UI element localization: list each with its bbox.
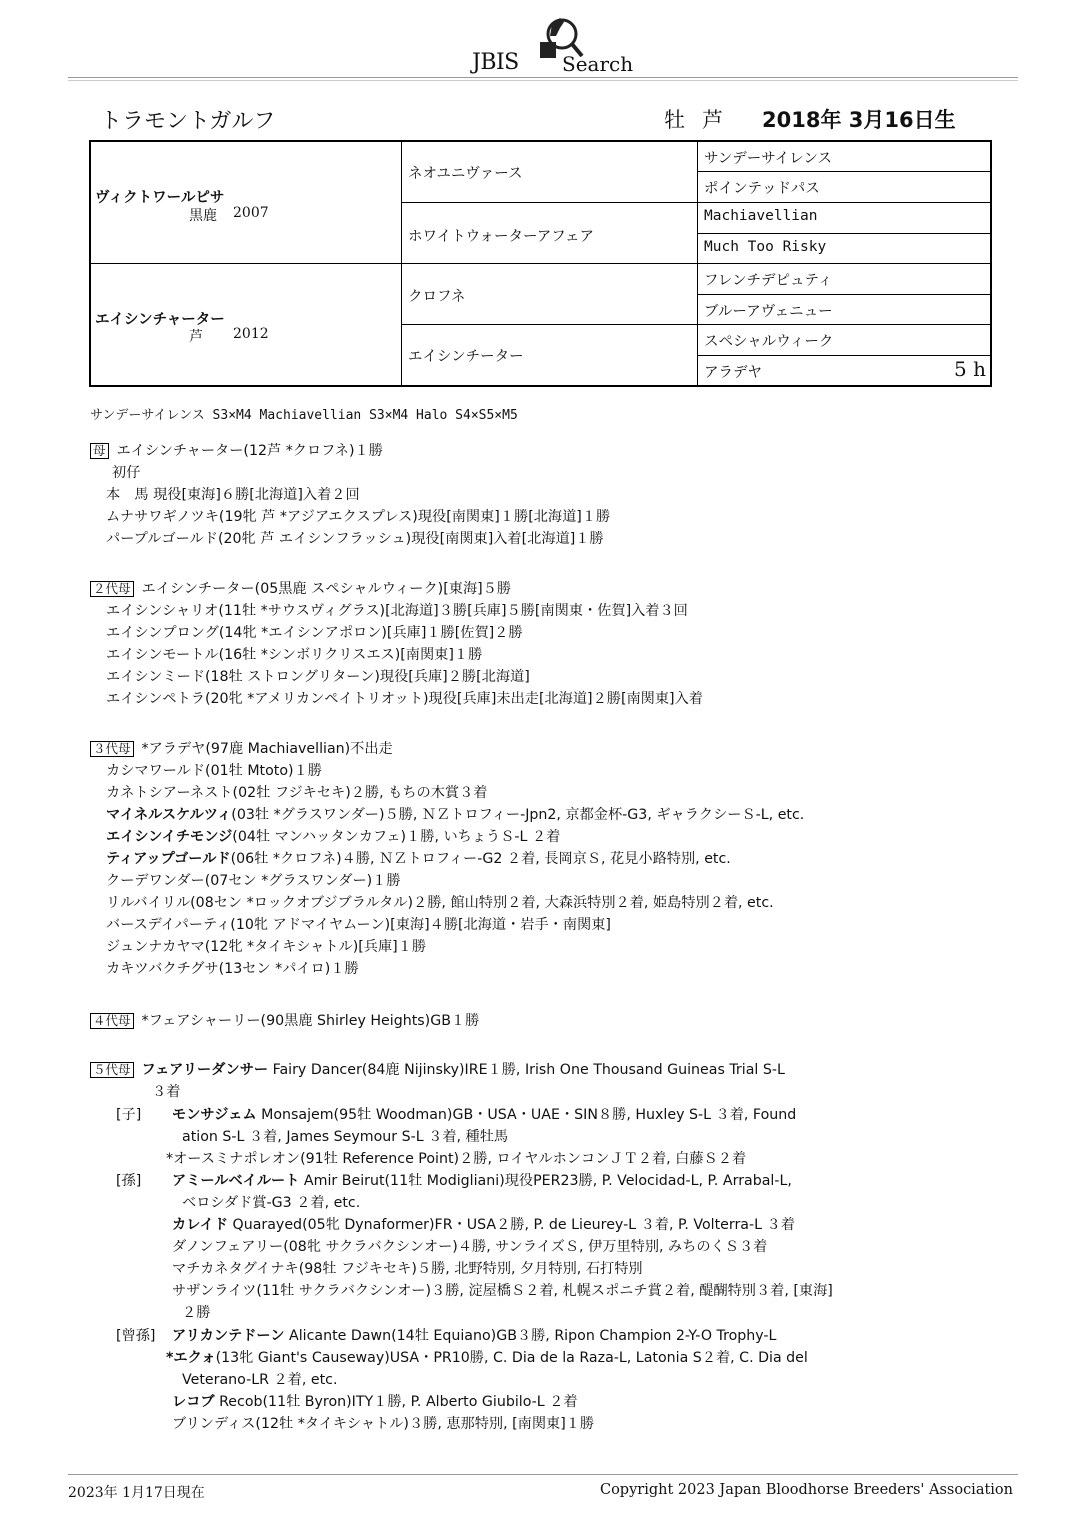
- gen2dam-line: エイシンペトラ(20牝 *アメリカンペイトリオット)現役[兵庫]未出走[北海道]２勝[南関東]入着: [106, 691, 703, 707]
- gen2dam-line: エイシンプロング(14牝 *エイシンアポロン)[兵庫]１勝[佐賀]２勝: [106, 625, 523, 641]
- pedigree-gen3-cell: [698, 172, 990, 203]
- pedigree-gen3-cell: [698, 234, 990, 264]
- progeny-bold-name: マイネルスケルツィ: [106, 807, 232, 823]
- progeny-record: ２勝: [182, 1305, 211, 1321]
- gen5dam-line: [172, 1236, 767, 1256]
- gen4dam-label: ４代母: [90, 1013, 134, 1029]
- gen3-name: アラデヤ: [704, 365, 762, 381]
- sire-name: ヴィクトワールピサ: [95, 190, 225, 206]
- mother-line: 初仔: [112, 465, 141, 481]
- gen3-name: スペシャルウィーク: [704, 334, 834, 350]
- progeny-record: (13牝 Giant's Causeway)USA・PR10勝, C. Dia de la Raza-L, Latonia S２着, C. Dia del: [215, 1350, 808, 1366]
- gen3dam-line: [106, 760, 322, 780]
- horse-sex: 牡: [664, 108, 685, 132]
- progeny-record: ブリンディス(12牡 *タイキシャトル)３勝, 恵那特別, [南関東]１勝: [172, 1416, 595, 1432]
- dam-color: 芦: [189, 329, 203, 345]
- gen2-name: エイシンチーター: [408, 349, 524, 365]
- as-of-date: 2023年 1月17日現在: [68, 1485, 205, 1501]
- progeny-record: ダノンフェアリー(08牝 サクラバクシンオー)４勝, サンライズＳ, 伊万里特別, みちのくＳ３着: [172, 1239, 768, 1255]
- progeny-record: ベロシダド賞-G3 ２着, etc.: [182, 1195, 361, 1211]
- gen3dam-line: [106, 914, 611, 934]
- pedigree-gen2-cell: [402, 142, 698, 203]
- pedigree-gen3-cell: [698, 142, 990, 172]
- copyright: Copyright 2023 Japan Bloodhorse Breeders' Association: [599, 1482, 1013, 1498]
- pedigree-table: [89, 140, 992, 387]
- gen5dam-line: [182, 1302, 210, 1322]
- gen5-grand-label: [孫]: [116, 1173, 142, 1189]
- progeny-record: リルバイリル(08セン *ロックオブジブラルタル)２勝, 館山特別２着, 大森浜特別２着, 姫島特別２着, etc.: [106, 895, 774, 911]
- progeny-record: バースデイパーティ(10牝 アドマイヤムーン)[東海]４勝[北海道・岩手・南関東]: [106, 917, 611, 933]
- pedigree-gen3-cell: [698, 325, 990, 356]
- family-number: 5 h: [954, 357, 986, 381]
- progeny-bold-name: *エクォ: [166, 1350, 216, 1366]
- progeny-record: Amir Beirut(11牡 Modigliani)現役PER23勝, P. Velocidad-L, P. Arrabal-L,: [299, 1173, 792, 1189]
- progeny-record: Recob(11牡 Byron)ITY１勝, P. Alberto Giubilo-L ２着: [214, 1394, 578, 1410]
- progeny-bold-name: エイシンイチモンジ: [106, 829, 233, 845]
- progeny-record: カシマワールド(01牡 Mtoto)１勝: [106, 763, 322, 779]
- progeny-record: (03牡 *グラスワンダー)５勝, ＮＺトロフィー-Jpn2, 京都金杯-G3, ギャラクシーＳ-L, etc.: [231, 807, 805, 823]
- gen5dam-head-cont: ３着: [152, 1084, 181, 1100]
- gen3-name: サンデーサイレンス: [704, 151, 832, 167]
- gen2dam-line: エイシンミード(18牡 ストロングリターン)現役[兵庫]２勝[北海道]: [106, 669, 530, 685]
- horse-color: 芦: [702, 108, 723, 132]
- gen3-name: Much Too Risky: [704, 239, 827, 255]
- gen3dam-line: [106, 936, 426, 956]
- header-rule: [68, 77, 1018, 78]
- gen3dam-line: [106, 782, 487, 802]
- progeny-bold-name: アリカンテドーン: [172, 1328, 285, 1344]
- pedigree-gen3-cell: [698, 264, 990, 295]
- sire-year: 2007: [233, 205, 269, 221]
- gen5dam-line: [172, 1413, 594, 1433]
- gen5dam-line: [172, 1258, 643, 1278]
- progeny-record: カネトシアーネスト(02牡 フジキセキ)２勝, もちの木賞３着: [106, 785, 488, 801]
- gen2dam-head: [90, 578, 511, 598]
- progeny-record: ation S-L ３着, James Seymour S-L ３着, 種牡馬: [182, 1129, 509, 1145]
- horse-name: トラモントガルフ: [100, 109, 276, 134]
- mother-line: 本 馬 現役[東海]６勝[北海道]入着２回: [106, 487, 360, 503]
- pedigree-gen3-cell: [698, 295, 990, 325]
- gen2-name: ホワイトウォーターアフェア: [408, 229, 595, 245]
- gen4dam-head: [90, 1010, 479, 1030]
- gen3dam-label: ３代母: [90, 741, 134, 757]
- gen3dam-line: [106, 848, 731, 868]
- progeny-bold-name: アミールベイルート: [172, 1173, 300, 1189]
- gen3dam-line: [106, 804, 804, 824]
- gen2-name: クロフネ: [408, 289, 466, 305]
- mother-line: パープルゴールド(20牝 芦 エイシンフラッシュ)現役[南関東]入着[北海道]１勝: [106, 531, 604, 547]
- pedigree-gen2-cell: [402, 325, 698, 385]
- progeny-record: *オースミナポレオン(91牡 Reference Point)２勝, ロイヤルホンコンＪＴ２着, 白藤Ｓ２着: [166, 1151, 747, 1167]
- gen2dam-text: エイシンチーター(05黒鹿 スペシャルウィーク)[東海]５勝: [141, 581, 512, 597]
- gen3-name: ポインテッドパス: [704, 181, 820, 197]
- mother-text: エイシンチャーター(12芦 *クロフネ)１勝: [116, 443, 383, 459]
- inbreeding-line: サンデーサイレンス S3×M4 Machiavellian S3×M4 Halo S4×S5×M5: [90, 408, 518, 423]
- progeny-record: クーデワンダー(07セン *グラスワンダー)１勝: [106, 873, 401, 889]
- gen5dam-line: [172, 1104, 796, 1124]
- gen5dam-head: [90, 1059, 785, 1079]
- progeny-record: (06牡 *クロフネ)４勝, ＮＺトロフィー-G2 ２着, 長岡京Ｓ, 花見小路特別, etc.: [230, 851, 731, 867]
- progeny-bold-name: モンサジェム: [172, 1107, 257, 1123]
- gen2dam-label: ２代母: [90, 581, 134, 597]
- progeny-bold-name: カレイド: [172, 1217, 229, 1233]
- progeny-record: Veterano-LR ２着, etc.: [182, 1372, 338, 1388]
- gen4dam-text: *フェアシャーリー(90黒鹿 Shirley Heights)GB１勝: [141, 1013, 480, 1029]
- progeny-record: サザンライツ(11牡 サクラバクシンオー)３勝, 淀屋橋Ｓ２着, 札幌スポニチ賞２着, 醍醐特別３着, [東海]: [172, 1283, 833, 1299]
- gen5dam-line: [166, 1148, 746, 1168]
- gen5dam-line: [172, 1214, 795, 1234]
- pedigree-gen2-cell: [402, 264, 698, 325]
- gen5-child-label: [子]: [116, 1107, 142, 1123]
- progeny-record: ジュンナカヤマ(12牝 *タイキシャトル)[兵庫]１勝: [106, 939, 427, 955]
- horse-birthdate: 2018年 3月16日生: [762, 108, 956, 132]
- gen5dam-line: [172, 1280, 833, 1300]
- pedigree-sire-cell: [91, 142, 402, 264]
- gen5dam-line: [166, 1347, 808, 1367]
- gen3-name: Machiavellian: [704, 208, 818, 224]
- gen5dam-line: [182, 1192, 360, 1212]
- mother-line: ムナサワギノツキ(19牝 芦 *アジアエクスプレス)現役[南関東]１勝[北海道]１勝: [106, 509, 611, 525]
- gen3dam-line: [106, 826, 560, 846]
- pedigree-gen3-cell: [698, 203, 990, 234]
- gen2dam-line: エイシンモートル(16牡 *シンボリクリスエス)[南関東]１勝: [106, 647, 483, 663]
- progeny-record: (04牡 マンハッタンカフェ)１勝, いちょうＳ-L ２着: [232, 829, 561, 845]
- sire-color: 黒鹿: [189, 208, 217, 224]
- gen5dam-line: [172, 1391, 578, 1411]
- gen3dam-line: [106, 870, 401, 890]
- header-rule-secondary: [68, 80, 1018, 81]
- gen5dam-text: Fairy Dancer(84鹿 Nijinsky)IRE１勝, Irish One Thousand Guineas Trial S-L: [268, 1062, 785, 1078]
- logo-text-jbis: JBIS: [472, 50, 519, 75]
- pedigree-dam-cell: [91, 264, 402, 385]
- gen3dam-head: [90, 738, 393, 758]
- progeny-record: Alicante Dawn(14牡 Equiano)GB３勝, Ripon Champion 2-Y-O Trophy-L: [284, 1328, 777, 1344]
- mother-head: [90, 440, 383, 460]
- gen5dam-line: [172, 1170, 792, 1190]
- pedigree-gen2-cell: [402, 203, 698, 264]
- pedigree-gen3-cell: [698, 356, 990, 385]
- mother-label: 母: [90, 443, 109, 459]
- dam-year: 2012: [233, 326, 269, 342]
- progeny-record: Quarayed(05牝 Dynaformer)FR・USA２勝, P. de Lieurey-L ３着, P. Volterra-L ３着: [228, 1217, 795, 1233]
- progeny-bold-name: ティアップゴールド: [106, 851, 231, 867]
- gen3dam-line: [106, 958, 359, 978]
- progeny-record: Monsajem(95牡 Woodman)GB・USA・UAE・SIN８勝, Huxley S-L ３着, Found: [256, 1107, 797, 1123]
- jbis-search-logo: [472, 14, 642, 74]
- gen3dam-line: [106, 892, 774, 912]
- gen2dam-line: エイシンシャリオ(11牡 *サウスヴィグラス)[北海道]３勝[兵庫]５勝[南関東・佐賀]入着３回: [106, 603, 688, 619]
- gen3-name: ブルーアヴェニュー: [704, 304, 833, 320]
- gen3dam-text: *アラデヤ(97鹿 Machiavellian)不出走: [141, 741, 393, 757]
- progeny-record: カキツバクチグサ(13セン *パイロ)１勝: [106, 961, 359, 977]
- gen5-great-label: [曾孫]: [116, 1328, 156, 1344]
- gen5dam-line: [182, 1126, 508, 1146]
- gen5dam-bold-name: フェアリーダンサー: [141, 1062, 269, 1078]
- footer-rule: [68, 1474, 1018, 1475]
- gen3-name: フレンチデピュティ: [704, 273, 833, 289]
- logo-text-search: Search: [562, 52, 634, 76]
- progeny-bold-name: レコブ: [172, 1394, 215, 1410]
- gen5dam-line: [182, 1369, 337, 1389]
- gen5dam-label: ５代母: [90, 1062, 134, 1078]
- dam-name: エイシンチャーター: [95, 312, 225, 328]
- progeny-record: マチカネタグイナキ(98牡 フジキセキ)５勝, 北野特別, 夕月特別, 石打特別: [172, 1261, 643, 1277]
- gen2-name: ネオユニヴァース: [408, 166, 523, 182]
- gen5dam-line: [172, 1325, 776, 1345]
